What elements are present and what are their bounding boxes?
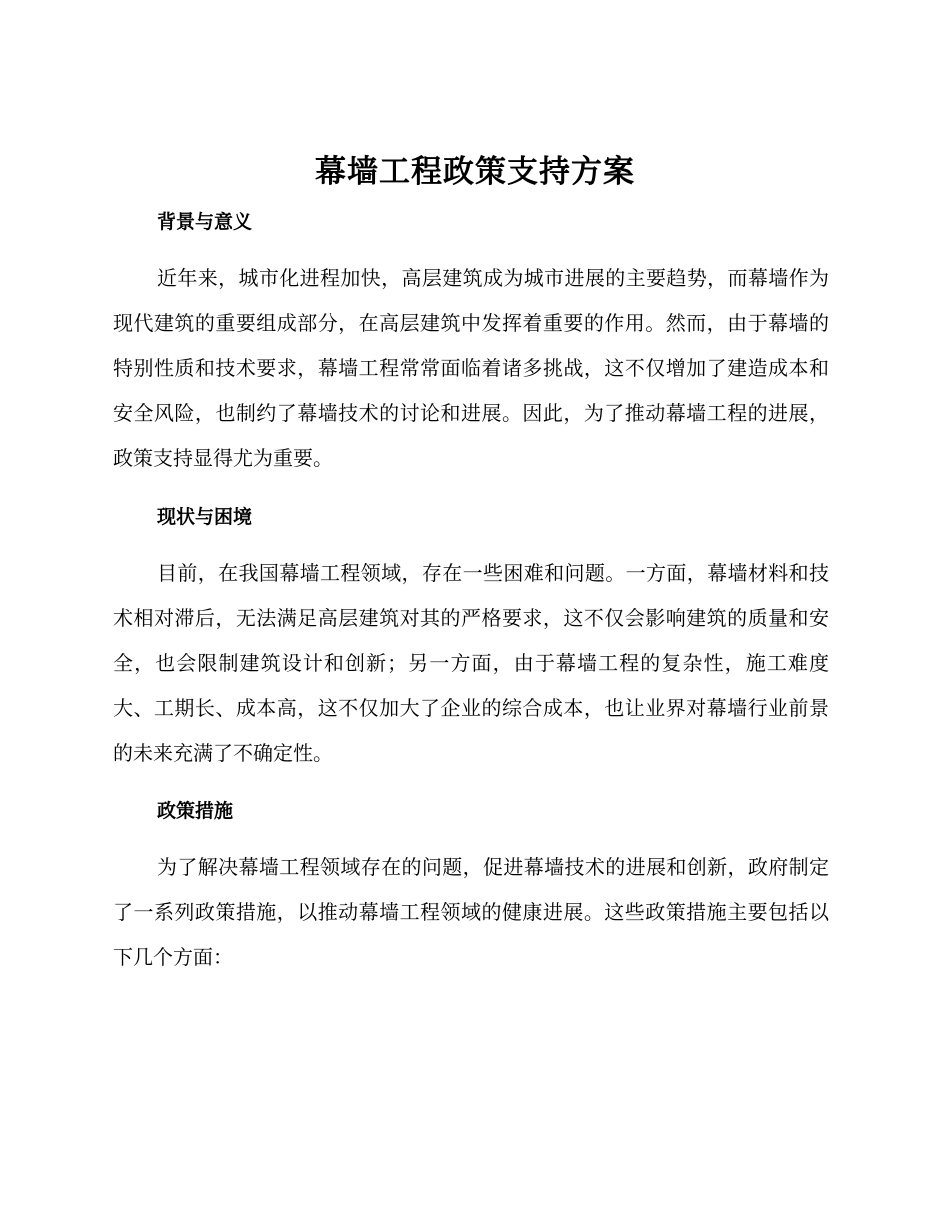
section-body-status: 目前，在我国幕墙工程领域，存在一些困难和问题。一方面，幕墙材料和技术相对滞后，无法满足高层建筑对其的严格要求，这不仅会影响建筑的质量和安全，也会限制建筑设计和创新；另一方面，由于幕墙工程的复杂性，施工难度大、工期长、成本高，这不仅加大了企业的综合成本，也让业界对幕墙行业前景的未来充满了不确定性。: [113, 561, 829, 765]
section-heading-measures: 政策措施: [157, 800, 234, 822]
section-heading-status: 现状与困境: [157, 506, 253, 528]
section-body-measures: 为了解决幕墙工程领域存在的问题，促进幕墙技术的进展和创新，政府制定了一系列政策措施，以推动幕墙工程领域的健康进展。这些政策措施主要包括以下几个方面：: [113, 855, 829, 969]
section-heading-background: 背景与意义: [157, 211, 253, 233]
section-body-background: 近年来，城市化进程加快，高层建筑成为城市进展的主要趋势，而幕墙作为现代建筑的重要组成部分，在高层建筑中发挥着重要的作用。然而，由于幕墙的特别性质和技术要求，幕墙工程常常面临着诸多挑战，这不仅增加了建造成本和安全风险，也制约了幕墙技术的讨论和进展。因此，为了推动幕墙工程的进展，政策支持显得尤为重要。: [113, 266, 829, 470]
page-title: 幕墙工程政策支持方案: [315, 154, 635, 190]
